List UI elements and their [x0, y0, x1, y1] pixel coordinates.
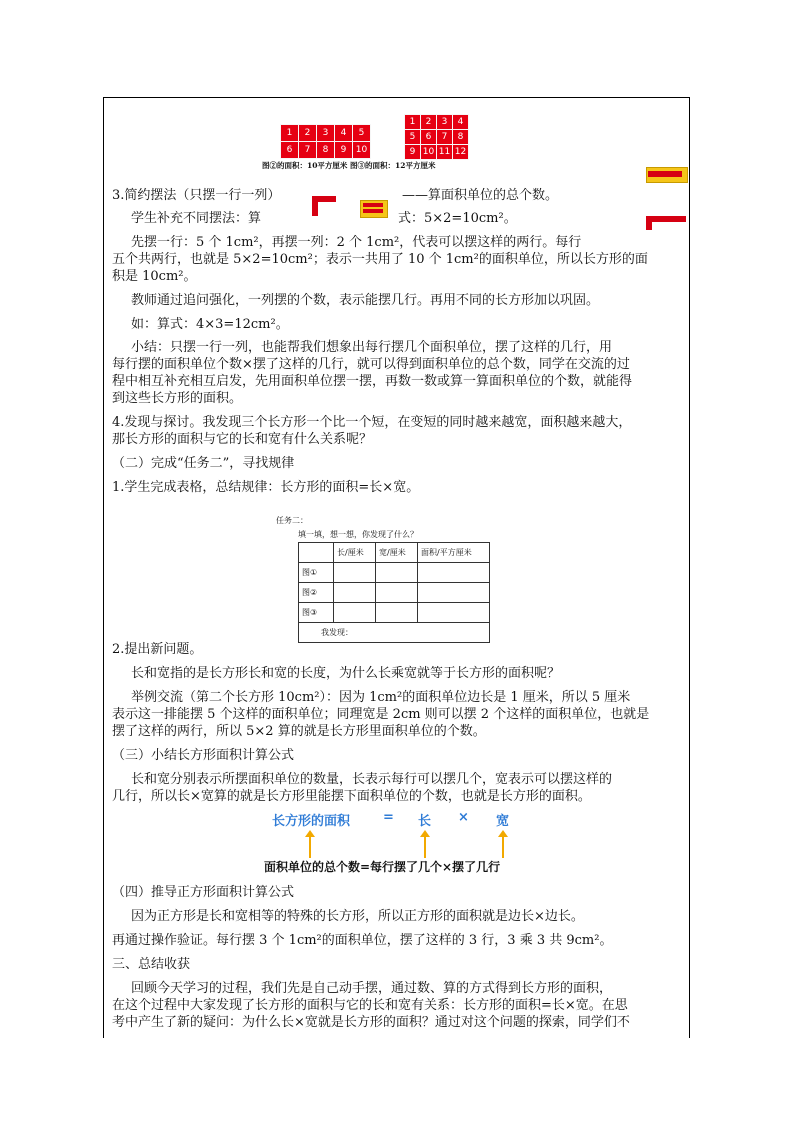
grid-cell: 9: [335, 142, 352, 158]
line-1: 3.简约摆法（只摆一行一列）: [112, 188, 281, 203]
paragraph-line: 每行摆的面积单位个数×摆了这样的几行，就可以得到面积单位的总个数，同学在交流的过: [112, 357, 630, 372]
figure-3-grid: [404, 114, 469, 160]
table-header-cell: 长/厘米: [334, 543, 376, 563]
formula-length: 长: [418, 814, 432, 829]
tile-col-icon: [363, 209, 383, 213]
paragraph-line: 先摆一行：5 个 1cm²，再摆一列：2 个 1cm²，代表可以摆这样的两行。每行: [131, 235, 582, 250]
section-heading: （二）完成“任务二”，寻找规律: [112, 456, 295, 471]
answer-cell[interactable]: [376, 563, 418, 583]
paragraph-line: 五个共两行，也就是 5×2=10cm²；表示一共用了 10 个 1cm²的面积单位，所以长方形的面: [112, 252, 648, 267]
l-shape-tile-icon: [646, 216, 686, 222]
task2-prompt: 填一填，想一想，你发现了什么？: [298, 530, 418, 539]
answer-cell[interactable]: [334, 583, 376, 603]
table-header-row: [299, 543, 490, 563]
grid-cell: 11: [438, 147, 451, 157]
grid-cell: 7: [437, 130, 452, 144]
paragraph-line: 长和宽分别表示所摆面积单位的数量，长表示每行可以摆几个，宽表示可以摆这样的: [131, 772, 613, 787]
grid-cell: 5: [405, 130, 420, 144]
paragraph-line: 那长方形的面积与它的长和宽有什么关系呢？: [112, 432, 373, 447]
table-header-cell: [299, 543, 334, 563]
paragraph-line: 如：算式：4×3=12cm²。: [131, 317, 289, 332]
answer-cell[interactable]: [418, 603, 490, 623]
grid-cell: 9: [405, 145, 420, 159]
line-2a: 学生补充不同摆法：算: [131, 211, 262, 226]
line-2b: 式：5×2=10cm²。: [398, 211, 517, 226]
figure-caption: 图②的面积：10平方厘米 图③的面积：12平方厘米: [262, 161, 436, 170]
grid-cell: 7: [299, 142, 316, 158]
table-row: [299, 563, 490, 583]
grid-cell: 2: [421, 115, 436, 129]
answer-cell[interactable]: [418, 563, 490, 583]
grid-cell: 8: [317, 142, 334, 158]
up-arrow-icon: [424, 836, 426, 858]
table-row: [299, 583, 490, 603]
section-heading: 三、总结收获: [112, 957, 191, 972]
grid-cell: 2: [299, 125, 316, 141]
section-heading: （四）推导正方形面积计算公式: [112, 885, 295, 900]
row-label: 图②: [299, 583, 334, 603]
table-header-cell: 面积/平方厘米: [418, 543, 490, 563]
formula-width: 宽: [496, 814, 510, 829]
grid-cell: 1: [281, 125, 298, 141]
tile-row-icon: [363, 203, 383, 207]
paragraph-line: 举例交流（第二个长方形 10cm²）：因为 1cm²的面积单位边长是 1 厘米，所以 5 厘米: [131, 690, 631, 705]
paragraph-line: 程中相互补充相互启发，先用面积单位摆一摆，再数一数或算一算面积单位的个数，就能得: [112, 374, 633, 389]
grid-cell: 6: [281, 142, 298, 158]
answer-cell[interactable]: [376, 583, 418, 603]
grid-cell: 10: [353, 142, 370, 158]
paragraph-line: 表示这一排能摆 5 个这样的面积单位；同理宽是 2cm 则可以摆 2 个这样的面积单位，也就是: [112, 707, 650, 722]
grid-cell: 5: [353, 125, 370, 141]
paragraph-line: 教师通过追问强化，一列摆的个数，表示能摆几行。再用不同的长方形加以巩固。: [131, 293, 600, 308]
answer-cell[interactable]: [334, 563, 376, 583]
paragraph-line: 长和宽指的是长方形长和宽的长度，为什么长乘宽就等于长方形的面积呢？: [131, 666, 561, 681]
section-heading: （三）小结长方形面积计算公式: [112, 748, 295, 763]
paragraph-line: 积是 10cm²。: [112, 269, 197, 284]
answer-cell[interactable]: [418, 583, 490, 603]
paragraph-line: 到这些长方形的面积。: [112, 391, 243, 406]
l-shape-tile-icon-stem: [312, 202, 318, 216]
grid-cell: 8: [453, 130, 468, 144]
paragraph-line: 考中产生了新的疑问：为什么长×宽就是长方形的面积？通过对这个问题的探索，同学们不: [112, 1015, 630, 1030]
table-row: [299, 603, 490, 623]
grid-cell: 10: [422, 147, 435, 157]
grid-cell: 6: [421, 130, 436, 144]
tile-row-icon: [648, 171, 682, 177]
paragraph-line: 回顾今天学习的过程，我们先是自己动手摆，通过数、算的方式得到长方形的面积，: [131, 981, 613, 996]
formula-bottom: 面积单位的总个数=每行摆了几个×摆了几行: [264, 860, 501, 874]
table-row: [299, 623, 490, 643]
found-cell[interactable]: [299, 623, 490, 643]
paragraph-line: 4.发现与探讨。我发现三个长方形一个比一个短，在变短的同时越来越宽，面积越来越大，: [112, 415, 632, 430]
formula-times: ×: [458, 810, 469, 825]
answer-cell[interactable]: [334, 603, 376, 623]
figure-2-grid: [280, 124, 371, 159]
answer-cell[interactable]: [376, 603, 418, 623]
paragraph-line: 1.学生完成表格，总结规律：长方形的面积=长×宽。: [112, 480, 420, 495]
grid-cell: 4: [453, 115, 468, 129]
line-1-tail: ——算面积单位的总个数。: [402, 188, 559, 203]
task2-table: [298, 542, 490, 643]
grid-cell: 4: [335, 125, 352, 141]
up-arrow-icon: [309, 836, 311, 858]
paragraph-line: 几行，所以长×宽算的就是长方形里能摆下面积单位的个数，也就是长方形的面积。: [112, 789, 591, 804]
row-label: 图③: [299, 603, 334, 623]
grid-cell: 3: [437, 115, 452, 129]
l-shape-tile-icon-stem: [646, 222, 652, 230]
paragraph-line: 2.提出新问题。: [112, 642, 203, 657]
up-arrow-icon: [502, 836, 504, 858]
paragraph-line: 摆了这样的两行，所以 5×2 算的就是长方形里面积单位的个数。: [112, 724, 486, 739]
grid-cell: 3: [317, 125, 334, 141]
table-header-cell: 宽/厘米: [376, 543, 418, 563]
paragraph-line: 在这个过程中大家发现了长方形的面积与它的长和宽有关系：长方形的面积=长×宽。在思: [112, 998, 628, 1013]
formula-area: 长方形的面积: [272, 814, 351, 829]
grid-cell: 12: [454, 147, 467, 157]
formula-equals: =: [383, 810, 394, 825]
found-label: 我发现：: [321, 628, 353, 637]
paragraph-line: 小结：只摆一行一列，也能帮我们想象出每行摆几个面积单位，摆了这样的几行，用: [131, 340, 613, 355]
task2-title: 任务二：: [276, 516, 308, 525]
grid-cell: 1: [405, 115, 420, 129]
row-label: 图①: [299, 563, 334, 583]
paragraph-line: 因为正方形是长和宽相等的特殊的长方形，所以正方形的面积就是边长×边长。: [131, 909, 584, 924]
paragraph-line: 再通过操作验证。每行摆 3 个 1cm²的面积单位，摆了这样的 3 行，3 乘 3 共 9cm²。: [112, 933, 613, 948]
